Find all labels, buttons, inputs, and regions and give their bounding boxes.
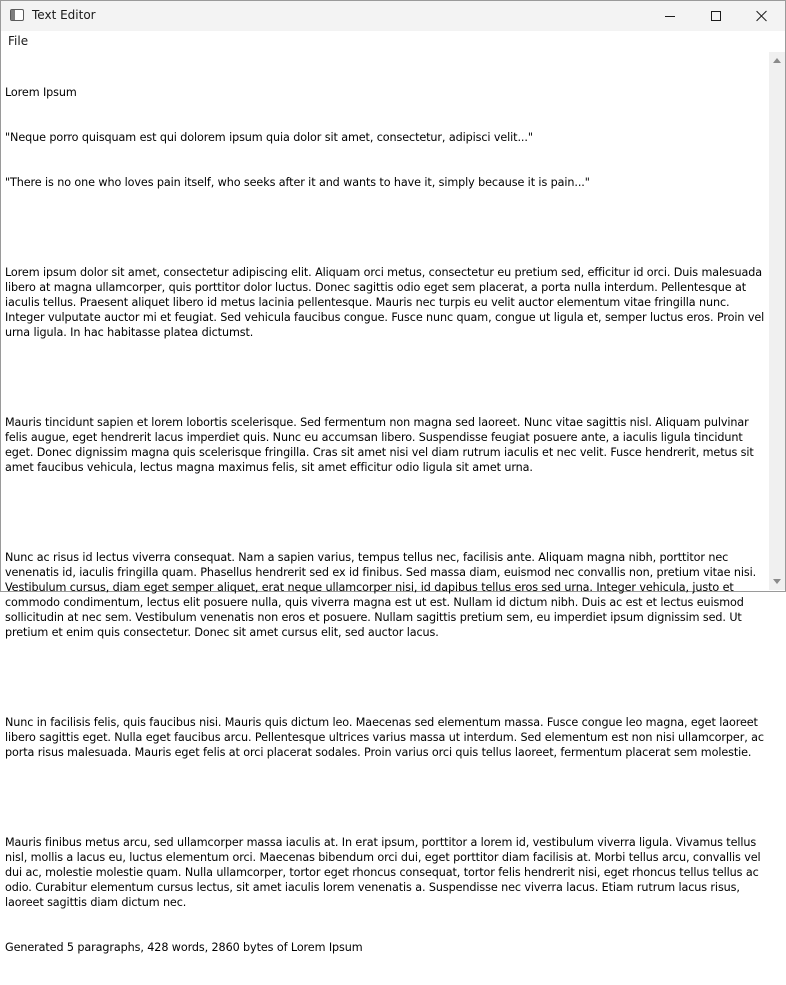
app-window-icon: [10, 9, 24, 21]
quote-line: "Neque porro quisquam est qui dolorem ipsum quia dolor sit amet, consectetur, adipisci velit...": [5, 131, 533, 144]
blank-line: [5, 505, 766, 520]
blank-line: [5, 220, 766, 235]
paragraph: Mauris finibus metus arcu, sed ullamcorper massa iaculis at. In erat ipsum, porttitor a lorem id, vestibulum viverra ligula. Vivamus tellus nisl, mollis a lacus eu, luctus elementum orci. Maecenas bibendum orci dui, eget porttitor diam facilisis at. Morbi tellus arcu, convallis vel dui ac, molestie molestie quam. Nulla ullamcorper, tortor eget rhoncus consequat, tortor felis hendrerit nisi, eget rhoncus tellus tellus ac odio. Curabitur elementum cursus lectus, sit amet iaculis lorem venenatis a. Suspendisse nec viverra lacus. Etiam rutrum lacus risus, laoreet sagittis diam dictum nec.: [5, 836, 764, 909]
arrow-up-icon: [773, 58, 781, 63]
vertical-scrollbar[interactable]: [769, 52, 785, 590]
window-title: Text Editor: [32, 8, 96, 22]
minimize-icon: [665, 16, 675, 17]
minimize-button[interactable]: [647, 1, 693, 31]
blank-line: [5, 670, 766, 685]
menu-bar: [1, 31, 785, 51]
arrow-down-icon: [773, 579, 781, 584]
paragraph: Nunc ac risus id lectus viverra consequat. Nam a sapien varius, tempus tellus nec, facilisis ante. Aliquam magna nibh, porttitor nec venenatis id, iaculis fringilla quam. Phasellus hendrerit sed ex id finibus. Sed massa diam, euismod nec convallis non, pretium vitae nisi. Vestibulum cursus, diam eget semper aliquet, erat neque ullamcorper nisi, id dapibus tellus eros sed urna. Integer vehicula, justo et commodo condimentum, lectus elit posuere nulla, quis viverra magna est ut est. Nullam id dictum nibh. Duis ac est et lectus euismod sollicitudin at nec sem. Vestibulum venenatis non eros et posuere. Nullam sagittis pretium sem, eu imperdiet ipsum dignissim sed. Ut pretium et enim quis consectetur. Donec sit amet cursus elit, sed auctor lacus.: [5, 551, 760, 639]
menu-file[interactable]: File: [8, 34, 29, 48]
generation-summary-line: Generated 5 paragraphs, 428 words, 2860 bytes of Lorem Ipsum: [5, 941, 363, 954]
close-icon: [756, 10, 768, 22]
editor-content[interactable]: [5, 55, 766, 985]
close-button[interactable]: [739, 1, 785, 31]
paragraph: Mauris tincidunt sapien et lorem lobortis scelerisque. Sed fermentum non magna sed laoreet. Nunc vitae sagittis nisl. Aliquam pulvinar felis augue, eget hendrerit lacus imperdiet quis. Nunc eu accumsan libero. Suspendisse feugiat posuere ante, a iaculis ligula tincidunt eget. Donec dignissim magna quis scelerisque fringilla. Cras sit amet nisi vel diam rutrum iaculis et nec velit. Fusce hendrerit, metus sit amet faucibus vehicula, lectus magna maximus felis, sit amet efficitur odio ligula sit amet urna.: [5, 416, 758, 474]
title-bar[interactable]: [1, 1, 785, 31]
blank-line: [5, 790, 766, 805]
quote-line: "There is no one who loves pain itself, who seeks after it and wants to have it, simply because it is pain...": [5, 176, 590, 189]
scroll-down-button[interactable]: [769, 574, 785, 588]
scroll-track[interactable]: [769, 68, 785, 574]
document-title-line: Lorem Ipsum: [5, 86, 77, 99]
maximize-icon: [711, 11, 721, 21]
text-editor-area[interactable]: [2, 52, 769, 954]
paragraph: Lorem ipsum dolor sit amet, consectetur adipiscing elit. Aliquam orci metus, consectetur eu pretium sed, efficitur id orci. Duis malesuada libero at magna ullamcorper, quis porttitor dolor luctus. Donec sagittis odio eget sem placerat, a porta nulla interdum. Pellentesque at iaculis tellus. Praesent aliquet libero id metus lacinia pellentesque. Mauris nec turpis eu velit auctor elementum vitae fringilla nunc. Integer vulputate auctor mi et feugiat. Sed vehicula faucibus congue. Fusce nunc quam, congue ut ligula et, semper luctus eros. Proin vel urna ligula. In hac habitasse platea dictumst.: [5, 266, 768, 339]
blank-line: [5, 370, 766, 385]
paragraph: Nunc in facilisis felis, quis faucibus nisi. Mauris quis dictum leo. Maecenas sed elementum massa. Fusce congue leo magna, eget laoreet libero sagittis eget. Nulla eget faucibus arcu. Pellentesque ultrices varius massa ut interdum. Sed elementum est non nisi ullamcorper, ac porta risus malesuada. Mauris eget felis at orci placerat sodales. Proin varius orci quis tellus laoreet, fermentum placerat sem molestie.: [5, 716, 768, 759]
maximize-button[interactable]: [693, 1, 739, 31]
scroll-up-button[interactable]: [769, 54, 785, 68]
